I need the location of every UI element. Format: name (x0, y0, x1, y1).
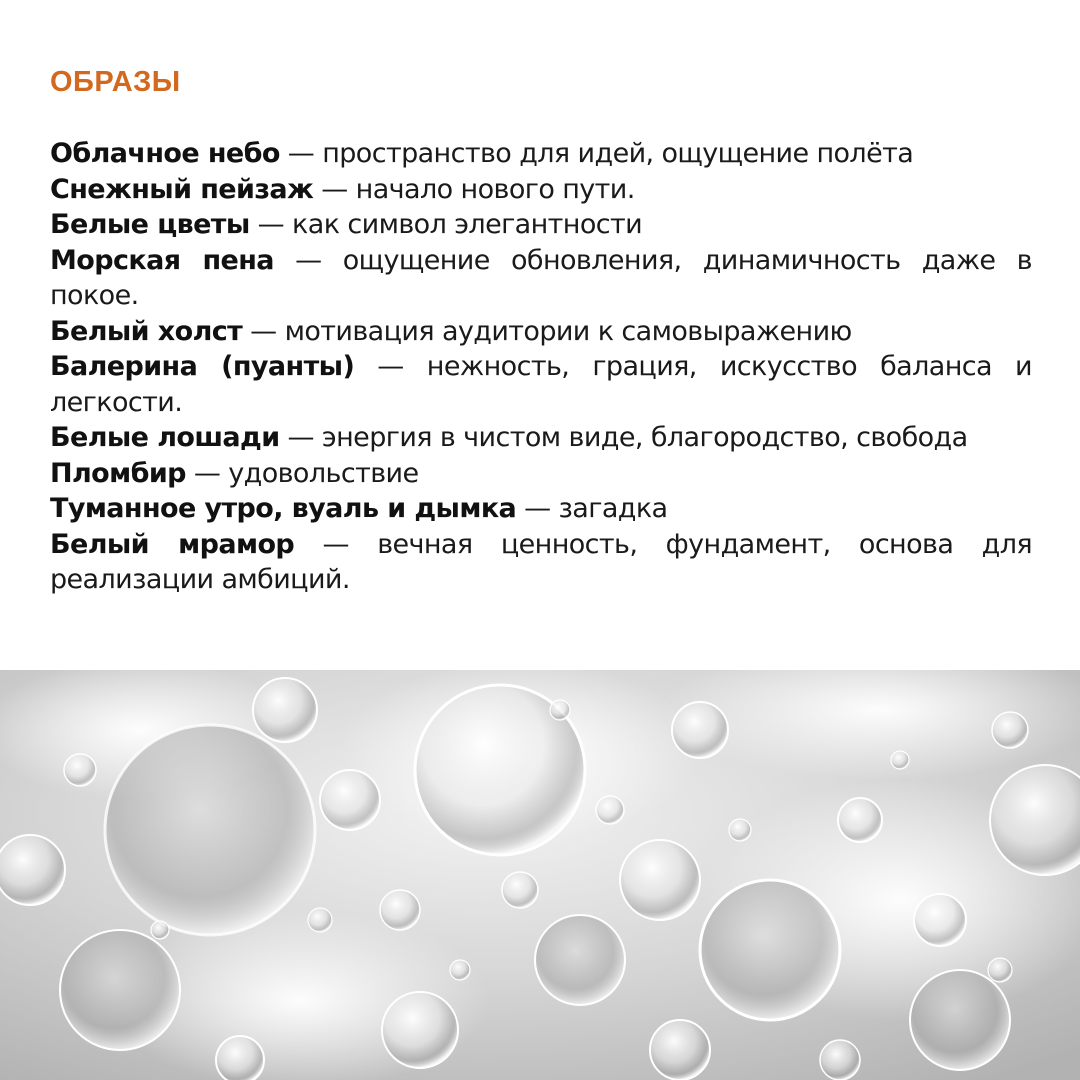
list-item (50, 349, 1032, 420)
entry-term: Морская пена (50, 244, 274, 276)
entry-description: — нежность, грация, искусство баланса и легкости. (50, 351, 1032, 418)
entry-description: — вечная ценность, фундамент, основа для реализации амбиций. (50, 528, 1032, 595)
entry-term: Белый холст (50, 315, 243, 347)
entry-description: — как символ элегантности (249, 209, 643, 240)
foam-bubbles-photo (0, 670, 1080, 1080)
list-item (50, 456, 1032, 492)
entry-description: — пространство для идей, ощущение полёта (279, 138, 914, 169)
list-item (50, 527, 1032, 598)
list-item (50, 136, 1032, 172)
entry-term: Туманное утро, вуаль и дымка (50, 493, 517, 524)
entry-description: — ощущение обновления, динамичность даже в покое. (50, 244, 1032, 311)
list-item (50, 172, 1032, 208)
entry-term: Снежный пейзаж (50, 173, 314, 205)
entry-term: Облачное небо (50, 138, 280, 169)
list-item (50, 207, 1032, 243)
foam-bubbles-image (0, 670, 1080, 1080)
entry-description: — энергия в чистом виде, благородство, свобода (279, 422, 968, 453)
entry-description: — загадка (516, 493, 668, 524)
entry-description: — начало нового пути. (313, 173, 635, 205)
entry-term: Белые лошади (50, 422, 280, 453)
entry-description: — мотивация аудитории к самовыражению (242, 315, 852, 347)
imagery-list (50, 136, 1032, 598)
entry-term: Пломбир (50, 457, 186, 489)
list-item (50, 314, 1032, 350)
list-item (50, 491, 1032, 527)
entry-description: — удовольствие (185, 457, 419, 489)
section-heading: ОБРАЗЫ (50, 66, 181, 98)
list-item (50, 420, 1032, 456)
entry-term: Балерина (пуанты) (50, 351, 355, 382)
list-item (50, 243, 1032, 314)
entry-term: Белые цветы (50, 209, 250, 240)
entry-term: Белый мрамор (50, 528, 295, 560)
